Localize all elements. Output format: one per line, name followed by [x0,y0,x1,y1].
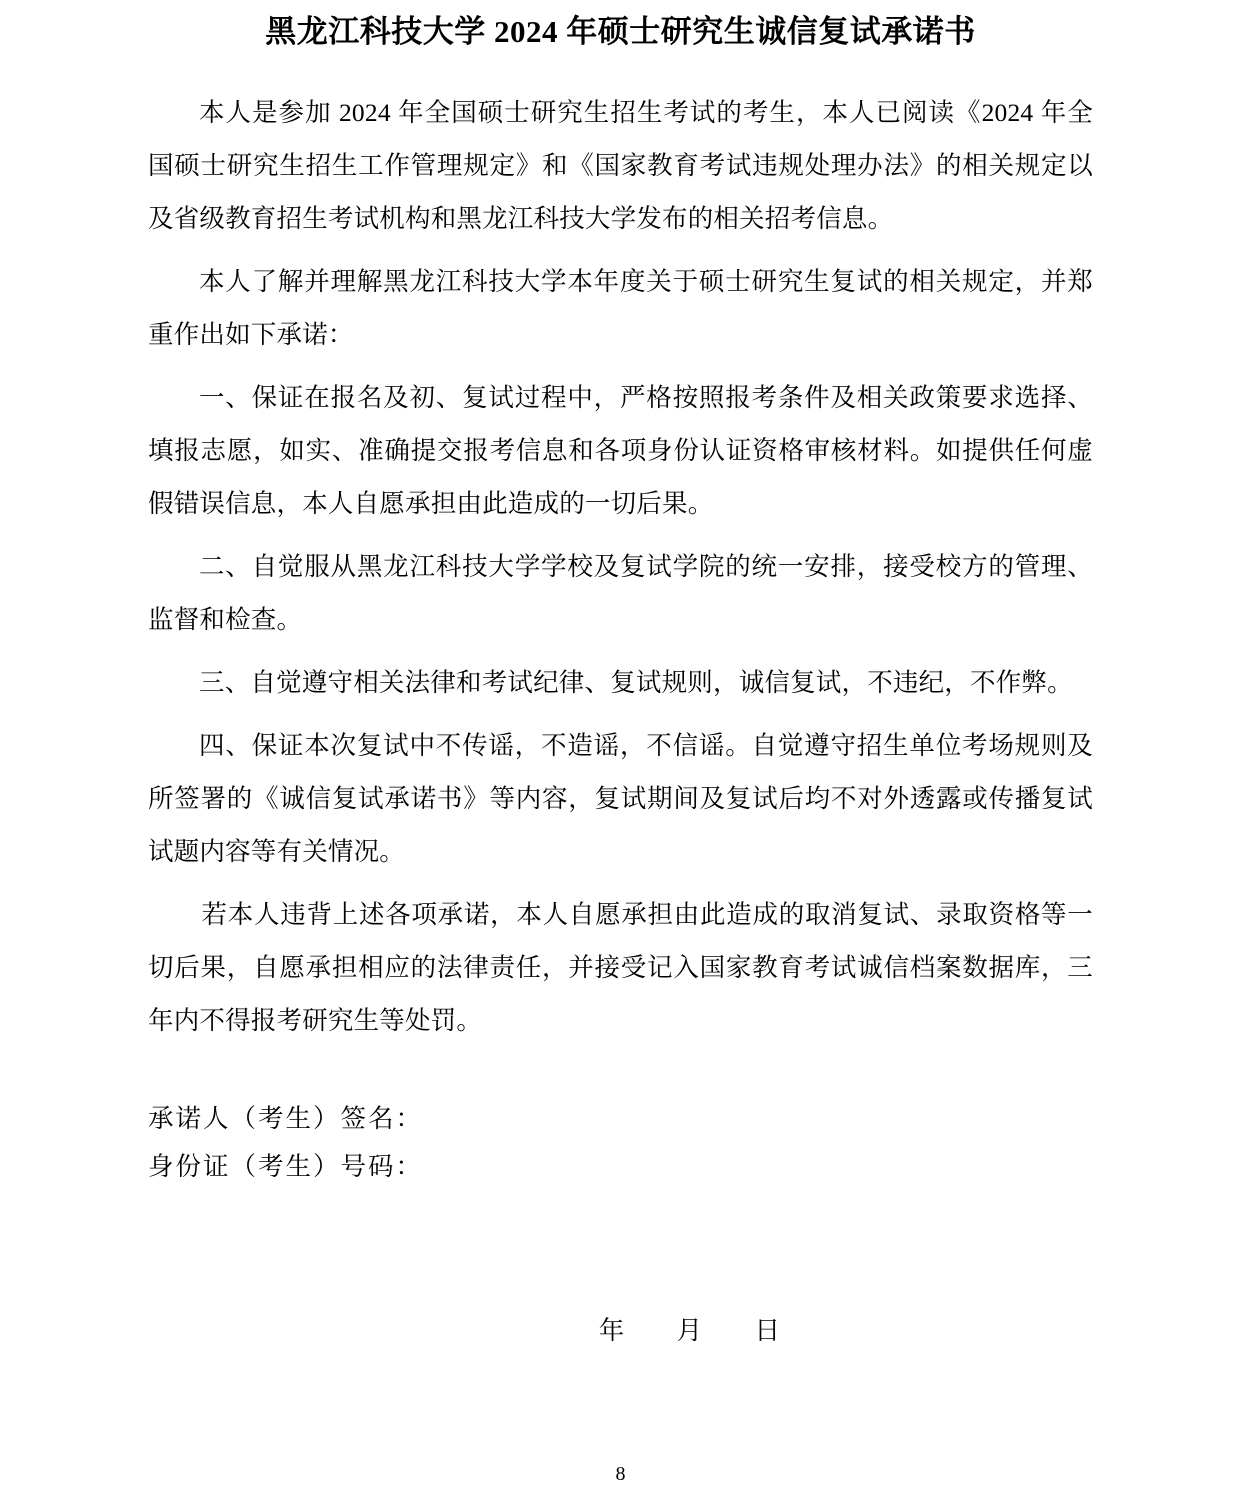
paragraph-clause-4: 四、保证本次复试中不传谣，不造谣，不信谣。自觉遵守招生单位考场规则及所签署的《诚信复试承诺书》等内容，复试期间及复试后均不对外透露或传播复试试题内容等有关情况。 [148,731,1093,867]
paragraph-clause-2: 二、自觉服从黑龙江科技大学学校及复试学院的统一安排，接受校方的管理、监督和检查。 [148,552,1093,635]
paragraph-2: 本人了解并理解黑龙江科技大学本年度关于硕士研究生复试的相关规定，并郑重作出如下承诺： [148,267,1093,350]
signature-block [0,1095,1241,1347]
date-month-label: 月 [676,1316,704,1346]
date-line [148,1311,1093,1347]
page-title: 黑龙江科技大学 2024 年硕士研究生诚信复试承诺书 [265,14,976,49]
page-number: 8 [615,1463,626,1485]
date-day-label: 日 [754,1316,781,1346]
paragraph-consequences: 若本人违背上述各项承诺，本人自愿承担由此造成的取消复试、录取资格等一切后果，自愿承担相应的法律责任，并接受记入国家教育考试诚信档案数据库，三年内不得报考研究生等处罚。 [148,900,1093,1036]
signature-id-field-label: 身份证（考生）号码： [148,1152,424,1182]
paragraph-1: 本人是参加 2024 年全国硕士研究生招生考试的考生，本人已阅读《2024 年全国硕士研究生招生工作管理规定》和《国家教育考试违规处理办法》的相关规定以及省级教育招生考试机构和黑龙江科技大学发布的相关招考信息。 [148,98,1093,234]
document-body [0,86,1241,1047]
paragraph-clause-3: 三、自觉遵守相关法律和考试纪律、复试规则，诚信复试，不违纪，不作弊。 [199,668,1073,698]
signature-name-field-label: 承诺人（考生）签名： [148,1104,424,1134]
paragraph-clause-1: 一、保证在报名及初、复试过程中，严格按照报考条件及相关政策要求选择、填报志愿，如实、准确提交报考信息和各项身份认证资格审核材料。如提供任何虚假错误信息，本人自愿承担由此造成的一切后果。 [148,383,1093,519]
date-year-label: 年 [598,1316,626,1346]
